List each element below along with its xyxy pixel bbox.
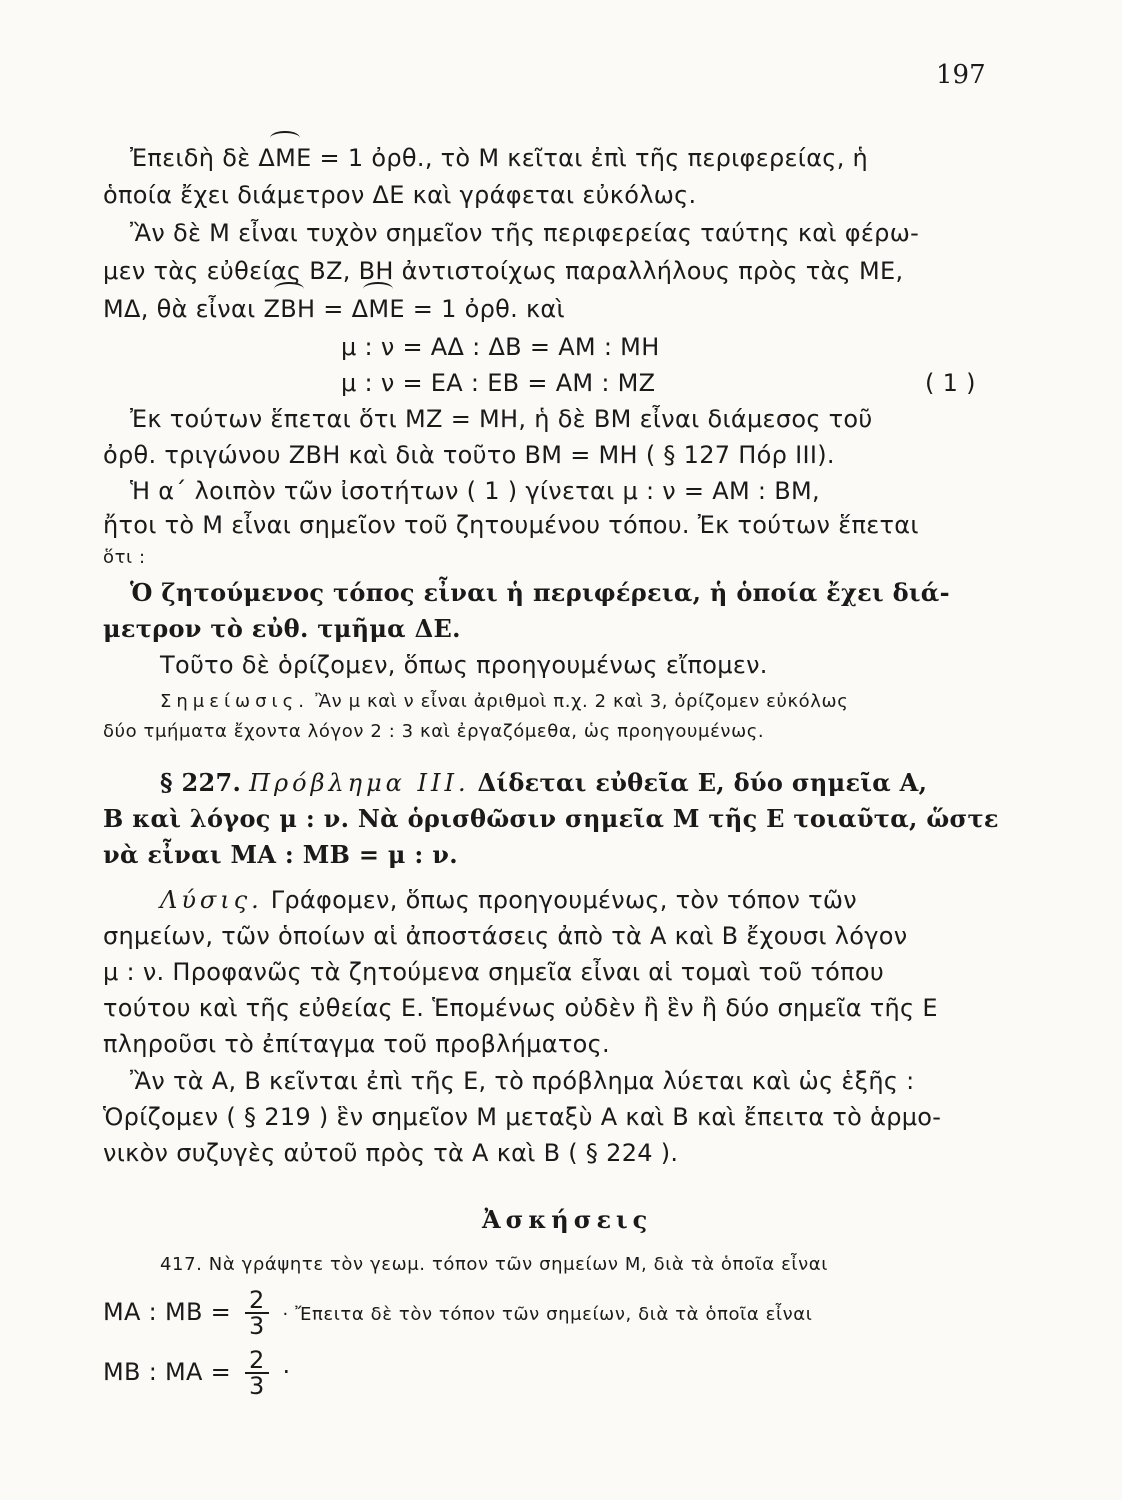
fraction: $\frac{2}{3}$ [245,1348,269,1398]
paragraph-line: Ἡ α΄ λοιπὸν τῶν ἰσοτήτων ( 1 ) γίνεται μ : ν = ΑΜ : ΒΜ, [130,477,820,505]
text-span: = 1 ὀρθ., τὸ Μ κεῖται ἐπὶ τῆς περιφερείας, ἡ [311,144,869,172]
paragraph-line: Ὁρίζομεν ( § 219 ) ἓν σημεῖον Μ μεταξὺ Α καὶ Β καὶ ἔπειτα τὸ ἁρμο- [103,1103,942,1131]
paragraph-line: ἤτοι τὸ Μ εἶναι σημεῖον τοῦ ζητουμένου τόπου. Ἐκ τούτων ἕπεται [103,511,919,539]
exercise-line: ΜΑ : ΜΒ = $\frac{2}{3}$ · Ἔπειτα δὲ τὸν τόπον τῶν σημείων, διὰ τὰ ὁποῖα εἶναι [103,1286,813,1340]
exercise-line: 417. Νὰ γράψητε τὸν γεωμ. τόπον τῶν σημείων Μ, διὰ τὰ ὁποῖα εἶναι [160,1254,828,1275]
paragraph-line: ΜΔ, θὰ εἶναι ΖΒΗ = ΔΜΕ = 1 ὀρθ. καὶ [103,295,565,323]
angle-notation: ΔΜΕ [258,144,312,172]
paragraph-line: ὁποία ἔχει διάμετρον ΔΕ καὶ γράφεται εὐκόλως. [103,181,697,209]
problem-line: § 227. Πρόβλημα ΙΙΙ. Δίδεται εὐθεῖα Ε, δύο σημεῖα Α, [160,768,928,797]
section-number: § 227. [160,768,242,797]
paragraph-line: Ἂν τὰ Α, Β κεῖνται ἐπὶ τῆς Ε, τὸ πρόβλημα λύεται καὶ ὡς ἑξῆς : [130,1067,915,1095]
paragraph-line: ὅτι : [103,547,146,568]
fraction: $\frac{2}{3}$ [245,1288,269,1338]
equation: μ : ν = ΕΑ : ΕΒ = ΑΜ : ΜΖ [341,369,656,397]
solution-line: σημείων, τῶν ὁποίων αἱ ἀποστάσεις ἀπὸ τὰ Α καὶ Β ἔχουσι λόγον [103,922,908,950]
solution-line: Λύσις. Γράφομεν, ὅπως προηγουμένως, τὸν τόπον τῶν [160,886,857,914]
conclusion-line: Ὁ ζητούμενος τόπος εἶναι ἡ περιφέρεια, ἡ ὁποία ἔχει διά- [130,578,950,607]
angle-notation: ΖΒΗ [263,295,316,323]
paragraph-line: Τοῦτο δὲ ὁρίζομεν, ὅπως προηγουμένως εἴπομεν. [160,651,768,679]
paragraph-line [130,143,976,173]
solution-line: πληροῦσι τὸ ἐπίταγμα τοῦ προβλήματος. [103,1030,610,1058]
exercise-line: ΜΒ : ΜΑ = $\frac{2}{3}$ · [103,1346,291,1400]
paragraph-line: Ἐκ τούτων ἕπεται ὅτι ΜΖ = ΜΗ, ἡ δὲ ΒΜ εἶναι διάμεσος τοῦ [130,405,873,433]
paragraph-line: νικὸν συζυγὲς αὐτοῦ πρὸς τὰ Α καὶ Β ( § 224 ). [103,1139,679,1167]
problem-line: νὰ εἶναι ΜΑ : ΜΒ = μ : ν. [103,840,458,869]
equation-tag: ( 1 ) [925,369,976,397]
text-span: Ἐπειδὴ δὲ [130,144,259,172]
conclusion-line: μετρον τὸ εὐθ. τμῆμα ΔΕ. [103,614,461,643]
note-label: Σημείωσις. [160,691,309,712]
exercises-heading: Ἀσκήσεις [482,1205,653,1234]
note-line: δύο τμήματα ἔχοντα λόγον 2 : 3 καὶ ἐργαζόμεθα, ὡς προηγουμένως. [103,721,765,742]
page-number: 197 [936,60,986,90]
paragraph-line: Ἂν δὲ Μ εἶναι τυχὸν σημεῖον τῆς περιφερείας ταύτης καὶ φέρω- [130,219,920,247]
solution-label: Λύσις. [160,886,263,914]
paragraph-line: ὀρθ. τριγώνου ΖΒΗ καὶ διὰ τοῦτο ΒΜ = ΜΗ ( § 127 Πόρ ΙΙΙ). [103,441,835,469]
angle-notation: ΔΜΕ [351,295,405,323]
solution-line: μ : ν. Προφανῶς τὰ ζητούμενα σημεῖα εἶναι αἱ τομαὶ τοῦ τόπου [103,958,885,986]
solution-line: τούτου καὶ τῆς εὐθείας Ε. Ἑπομένως οὐδὲν ἢ ἓν ἢ δύο σημεῖα τῆς Ε [103,994,938,1022]
problem-line: Β καὶ λόγος μ : ν. Νὰ ὁρισθῶσιν σημεῖα Μ τῆς Ε τοιαῦτα, ὥστε [103,804,999,833]
paragraph-line: μεν τὰς εὐθείας ΒΖ, ΒΗ ἀντιστοίχως παραλλήλους πρὸς τὰς ΜΕ, [103,257,904,285]
equation: μ : ν = ΑΔ : ΔΒ = ΑΜ : ΜΗ [341,333,660,361]
problem-label: Πρόβλημα ΙΙΙ. [249,769,470,797]
note-line: Σημείωσις. Ἂν μ καὶ ν εἶναι ἀριθμοὶ π.χ. 2 καὶ 3, ὁρίζομεν εὐκόλως [160,691,849,712]
